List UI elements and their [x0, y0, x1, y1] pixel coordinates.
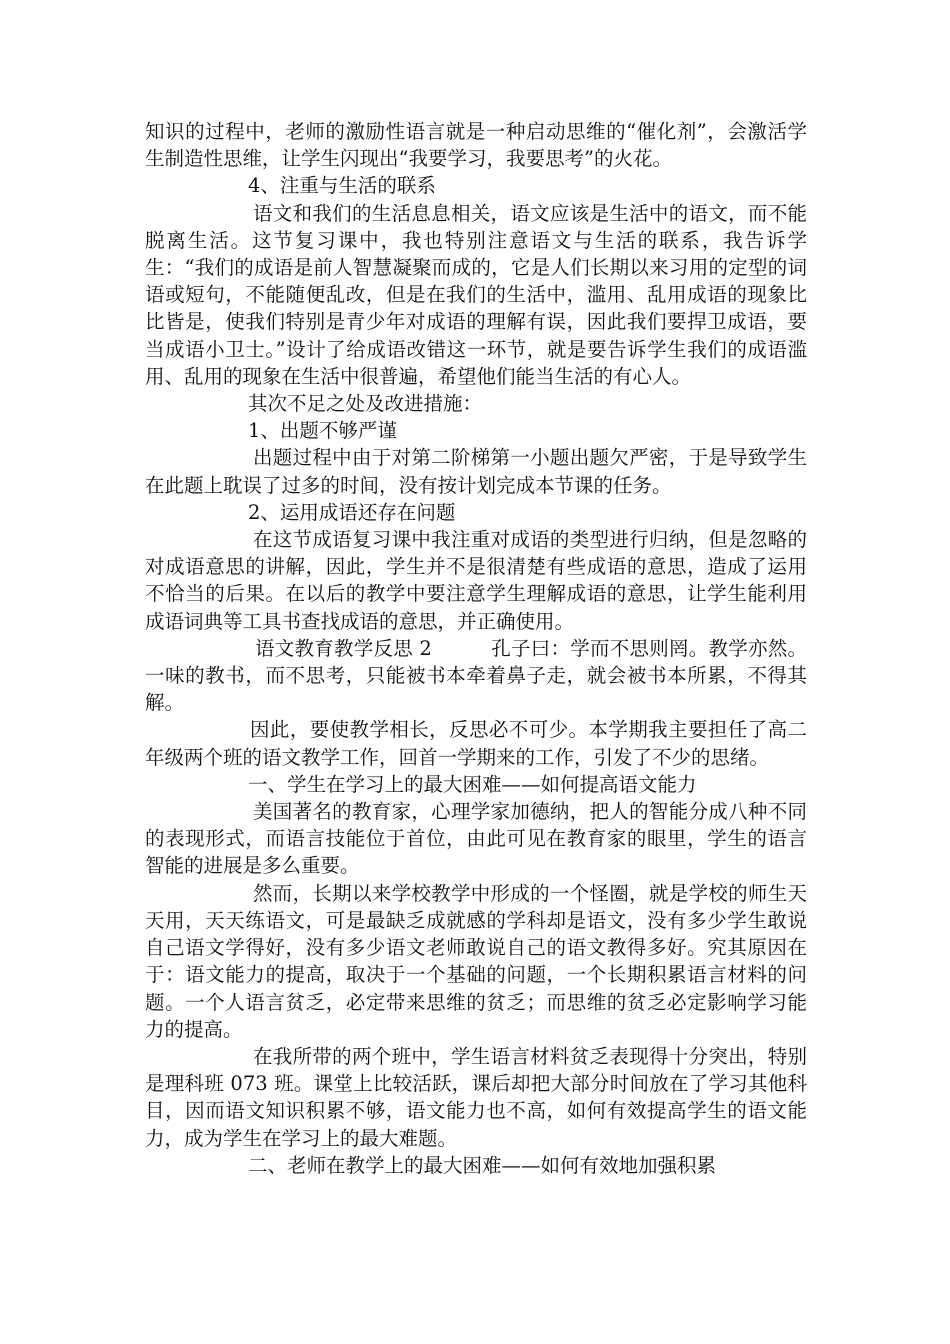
- paragraph-vicious-circle: 然而，长期以来学校教学中形成的一个怪圈，就是学校的师生天天用，天天练语文，可是最缺乏成就感的学科却是语文，没有多少学生敢说自己语文学得好，没有多少语文老师敢说自己的语文教得多好。究其原因在于：语文能力的提高，取决于一个基础的问题，一个长期积累语言材料的问题。一个人语言贫乏，必定带来思维的贫乏；而思维的贫乏必定影响学习能力的提高。: [145, 881, 807, 1041]
- paragraph-gardner: 美国著名的教育家，心理学家加德纳，把人的智能分成八种不同的表现形式，而语言技能位于首位，由此可见在教育家的眼里，学生的语言智能的进展是多么重要。: [145, 800, 807, 878]
- heading-idiom-usage: 2、运用成语还存在问题: [248, 500, 456, 524]
- paragraph-reflection-necessity: 因此，要使教学相长，反思必不可少。本学期我主要担任了高二年级两个班的语文教学工作，回首一学期来的工作，引发了不少的思绪。: [145, 718, 807, 769]
- document-page: [145, 118, 807, 1179]
- paragraph-reflection-2-intro: 语文教育教学反思 2 孔子曰：学而不思则罔。教学亦然。一味的教书，而不思考，只能被书本牵着鼻子走，就会被书本所累，不得其解。: [145, 636, 807, 715]
- heading-life-connection: 4、注重与生活的联系: [248, 174, 436, 198]
- paragraph-question-rigor: 出题过程中由于对第二阶梯第一小题出题欠严密，于是导致学生在此题上耽误了过多的时间，没有按计划完成本节课的任务。: [145, 446, 807, 497]
- paragraph-class-073: 在我所带的两个班中，学生语言材料贫乏表现得十分突出，特别是理科班 073 班。课堂上比较活跃，课后却把大部分时间放在了学习其他科目，因而语文知识积累不够，语文能力也不高，如何有效提高学生的语文能力，成为学生在学习上的最大难题。: [145, 1044, 807, 1150]
- heading-shortcomings: 其次不足之处及改进措施：: [248, 392, 483, 416]
- heading-question-rigor: 1、出题不够严谨: [248, 419, 397, 443]
- paragraph-motivation-end: 知识的过程中，老师的激励性语言就是一种启动思维的“催化剂”，会激活学生制造性思维，让学生闪现出“我要学习，我要思考”的火花。: [145, 120, 807, 171]
- heading-teacher-difficulty: 二、老师在教学上的最大困难——如何有效地加强积累: [248, 1153, 717, 1177]
- heading-student-difficulty: 一、学生在学习上的最大困难——如何提高语文能力: [248, 772, 697, 796]
- paragraph-life-connection: 语文和我们的生活息息相关，语文应该是生活中的语文，而不能脱离生活。这节复习课中，我也特别注意语文与生活的联系，我告诉学生：“我们的成语是前人智慧凝聚而成的，它是人们长期以来习用的定型的词语或短句，不能随便乱改，但是在我们的生活中，滥用、乱用成语的现象比比皆是，使我们特别是青少年对成语的理解有误，因此我们要捍卫成语，要当成语小卫士。”设计了给成语改错这一环节，就是要告诉学生我们的成语滥用、乱用的现象在生活中很普遍，希望他们能当生活的有心人。: [145, 201, 807, 388]
- paragraph-idiom-usage: 在这节成语复习课中我注重对成语的类型进行归纳，但是忽略的对成语意思的讲解，因此，学生并不是很清楚有些成语的意思，造成了运用不恰当的后果。在以后的教学中要注意学生理解成语的意思，让学生能利用成语词典等工具书查找成语的意思，并正确使用。: [145, 528, 807, 633]
